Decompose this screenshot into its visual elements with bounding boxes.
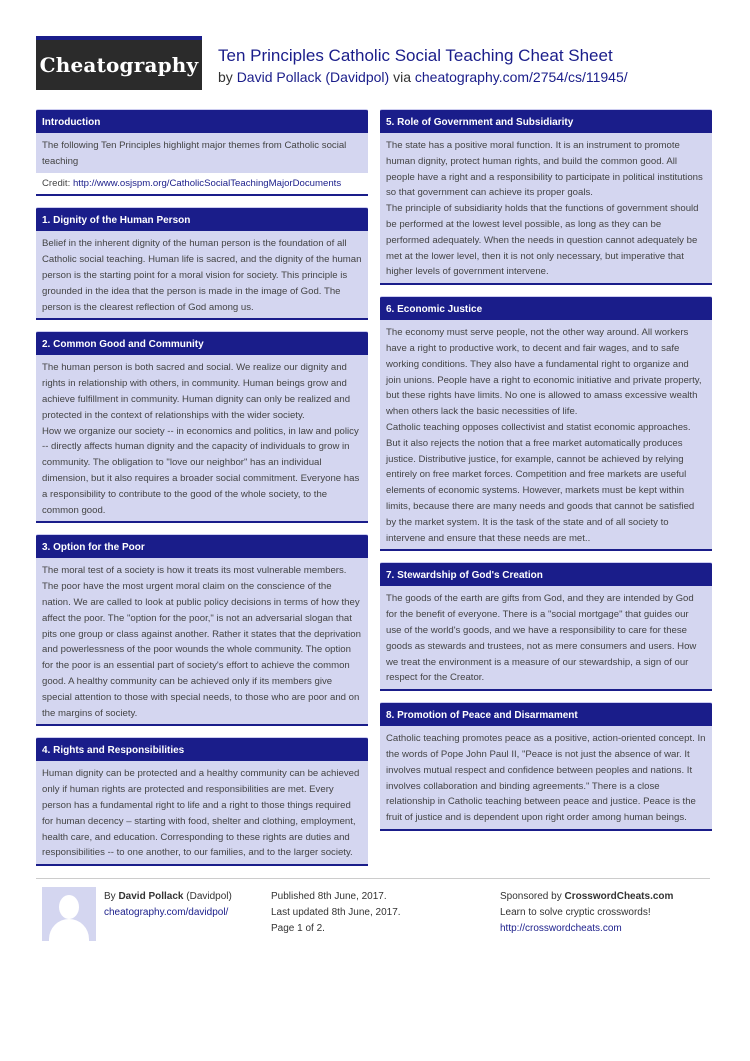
title-block	[218, 46, 628, 85]
paragraph: The human person is both sacred and social. We realize our dignity and rights in relationship with others, in community. Human beings grow and achieve fulfillment in community. Human dignity can only be realized and protected in the context of relationships with the wider society.	[42, 362, 351, 421]
credit-row	[36, 173, 368, 197]
section-economic-justice	[380, 296, 712, 551]
sponsor-name: CrosswordCheats.com	[564, 891, 674, 902]
section-body	[36, 761, 368, 866]
section-introduction	[36, 109, 368, 196]
section-title: 6. Economic Justice	[380, 296, 712, 320]
paragraph: The goods of the earth are gifts from God, and they are intended by God for the benefit of everyone. There is a "social mortgage" that guides our use of the world's goods, and we have a responsibility to care for these goods as stewards and trustees, not as mere consumers and users. How we treat the environment is a measure of our stewardship, a sign of our respect for the Creator.	[386, 593, 697, 684]
section-title: 8. Promotion of Peace and Disarmament	[380, 702, 712, 726]
updated-date: Last updated 8th June, 2017.	[271, 907, 401, 918]
section-peace	[380, 702, 712, 831]
right-column	[380, 109, 712, 842]
section-title: 3. Option for the Poor	[36, 534, 368, 558]
paragraph: Catholic teaching promotes peace as a positive, action-oriented concept. In the words of Pope John Paul II, "Peace is not just the absence of war. It involves mutual respect and confidence between peoples and nations. It involves collaboration and binding agreements." There is a close relationship in Catholic teaching between peace and justice. Peace is the fruit of justice and is dependent upon right order among human beings.	[386, 733, 706, 824]
section-title: 5. Role of Government and Subsidiarity	[380, 109, 712, 133]
section-body	[380, 320, 712, 551]
section-title: 7. Stewardship of God's Creation	[380, 562, 712, 586]
section-body	[380, 726, 712, 831]
sponsor-link[interactable]: http://crosswordcheats.com	[500, 923, 622, 934]
avatar	[42, 887, 96, 941]
sponsor-tagline: Learn to solve cryptic crosswords!	[500, 907, 651, 918]
section-title: 2. Common Good and Community	[36, 331, 368, 355]
cheatography-logo[interactable]	[36, 36, 202, 90]
footer-sponsor	[500, 889, 673, 937]
paragraph: The economy must serve people, not the other way around. All workers have a right to productive work, to decent and fair wages, and to safe working conditions. They also have a fundamental right to organize and join unions. People have a right to economic initiative and private property, but these rights have limits. No one is allowed to amass excessive wealth when others lack the basic necessities of life.	[386, 327, 702, 418]
paragraph: The state has a positive moral function. It is an instrument to promote human dignity, protect human rights, and build the common good. All people have a right and a responsibility to participate in political institutions so that government can achieve its proper goals.	[386, 140, 703, 199]
section-body	[36, 231, 368, 320]
paragraph: The moral test of a society is how it treats its most vulnerable members. The poor have the most urgent moral claim on the conscience of the nation. We are called to look at public policy decisions in terms of how they affect the poor. The "option for the poor," is not an adversarial slogan that pits one group or class against another. Rather it states that the deprivation and powerlessness of the poor wounds the whole community. The option for the poor is an essential part of society's effort to achieve the common good. A healthy community can be achieved only if its members give special attention to those with special needs, to those who are poor and on the margins of society.	[42, 565, 361, 719]
byline	[218, 69, 628, 85]
section-body	[36, 133, 368, 173]
page-number: Page 1 of 2.	[271, 923, 325, 934]
author-link[interactable]: David Pollack (Davidpol)	[236, 69, 390, 85]
credit-label: Credit:	[42, 177, 71, 189]
footer-dates	[271, 889, 401, 937]
footer-by: By	[104, 891, 116, 902]
footer-author-name: David Pollack	[118, 891, 184, 902]
section-option-poor	[36, 534, 368, 726]
footer	[36, 878, 710, 948]
paragraph: Belief in the inherent dignity of the human person is the foundation of all Catholic social teaching. Human life is sacred, and the dignity of the human person is the starting point for a moral vision for society. This principle is grounded in the idea that the person is made in the image of God. The person is the clearest reflection of God among us.	[42, 238, 362, 313]
page-title: Ten Principles Catholic Social Teaching Cheat Sheet	[218, 46, 613, 65]
footer-author-link[interactable]: cheatography.com/davidpol/	[104, 907, 229, 918]
byline-via: via	[393, 69, 411, 85]
paragraph: Catholic teaching opposes collectivist and statist economic approaches. But it also rejects the notion that a free market automatically produces justice. Distributive justice, for example, cannot be achieved by relying entirely on free market forces. Competition and free markets are useful elements of economic systems. However, markets must be kept within limits, because there are many needs and goods that cannot be satisfied by the market system. It is the task of the state and of all society to intervene and ensure that these needs are met..	[386, 421, 695, 544]
sponsored-by: Sponsored by	[500, 891, 562, 902]
section-body	[36, 355, 368, 523]
sheet-link[interactable]: cheatography.com/2754/cs/11945/	[414, 69, 628, 85]
footer-author-handle: (Davidpol)	[186, 891, 232, 902]
logo-text: Cheatography	[39, 53, 199, 77]
left-column	[36, 109, 368, 877]
section-body	[380, 133, 712, 285]
footer-author	[104, 889, 232, 921]
section-title: Introduction	[36, 109, 368, 133]
section-body	[36, 558, 368, 726]
paragraph: The principle of subsidiarity holds that the functions of government should be performed at the lowest level possible, as long as they can be performed adequately. When the needs in question cannot adequately be met at the lower level, then it is not only necessary, but imperative that higher levels of government intervene.	[386, 203, 699, 278]
avatar-shoulders-shape	[49, 919, 89, 941]
avatar-head-shape	[59, 895, 79, 919]
section-title: 4. Rights and Responsibilities	[36, 737, 368, 761]
section-title: 1. Dignity of the Human Person	[36, 207, 368, 231]
section-rights	[36, 737, 368, 866]
credit-link[interactable]: http://www.osjspm.org/CatholicSocialTeachingMajorDocuments	[72, 177, 342, 189]
section-government	[380, 109, 712, 285]
section-stewardship	[380, 562, 712, 691]
paragraph: The following Ten Principles highlight major themes from Catholic social teaching	[42, 140, 347, 167]
paragraph: How we organize our society -- in economics and politics, in law and policy -- directly affects human dignity and the capacity of individuals to grow in community. The obligation to "love our neighbor" has an individual dimension, but it also requires a broader social commitment. Everyone has a responsibility to contribute to the good of the whole society, to the common good.	[42, 425, 360, 516]
published-date: Published 8th June, 2017.	[271, 891, 387, 902]
section-body	[380, 586, 712, 691]
section-dignity	[36, 207, 368, 320]
section-common-good	[36, 331, 368, 523]
byline-prefix: by	[218, 69, 233, 85]
paragraph: Human dignity can be protected and a healthy community can be achieved only if human rights are protected and responsibilities are met. Every person has a fundamental right to life and a right to those things required for human decency – starting with food, shelter and clothing, employment, health care, and education. Corresponding to these rights are duties and responsibilities -- to one another, to our families, and to the larger society.	[42, 768, 360, 859]
